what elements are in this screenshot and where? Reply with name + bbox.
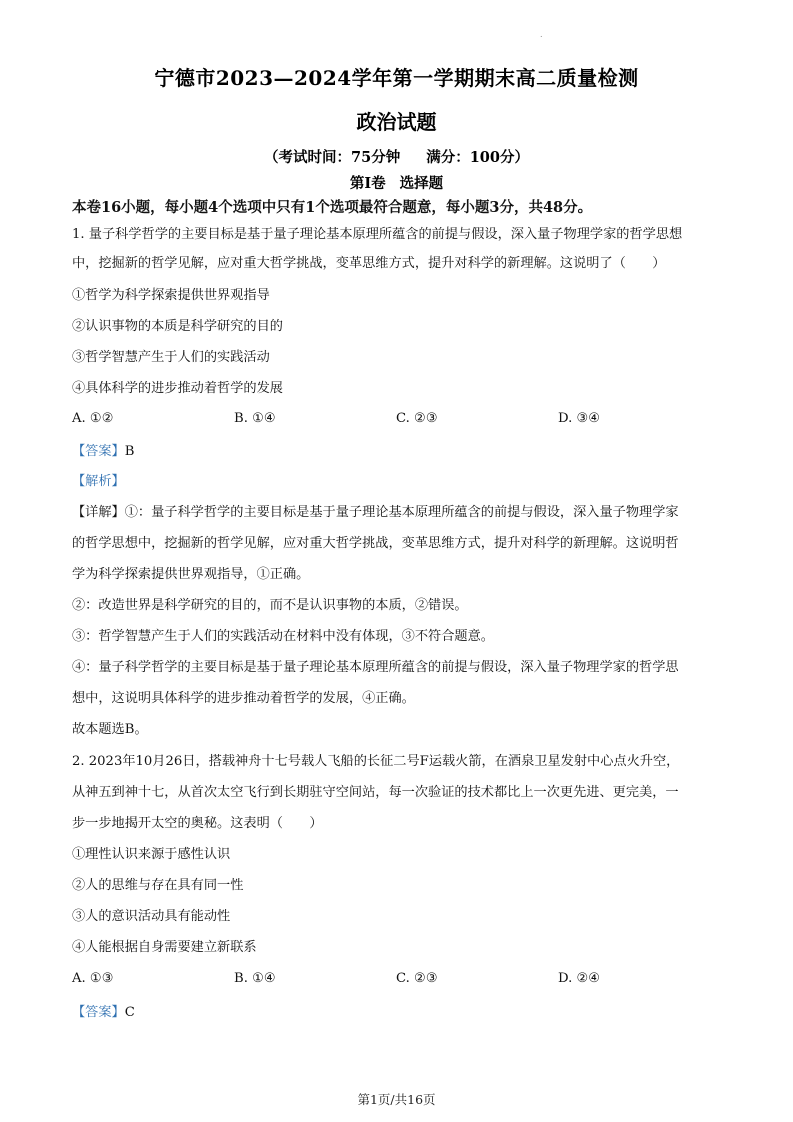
scan-dot: . [540, 30, 543, 39]
q1-option-d: D. ③④ [558, 411, 601, 426]
q2-option-d: D. ②④ [558, 971, 601, 986]
q1-detail-text1: ①：量子科学哲学的主要目标是基于量子理论基本原理所蕴含的前提与假设，深入量子物理学家 [124, 505, 679, 520]
exam-title: 宁德市2023—2024学年第一学期期末高二质量检测 [154, 66, 639, 90]
section-label: 第Ⅰ卷 [349, 175, 386, 192]
section-heading [0, 172, 793, 193]
q1-answer [72, 442, 134, 462]
q1-option-a: A. ①② [72, 411, 114, 426]
q2-stem-line3: 步一步地揭开太空的奥秘。这表明（ ） [72, 816, 323, 831]
q1-stem-line1: 1. 量子科学哲学的主要目标是基于量子理论基本原理所蕴含的前提与假设，深入量子物理学家的哲学思想 [72, 227, 683, 242]
q1-detail-line3: 学为科学探索提供世界观指导，①正确。 [72, 567, 310, 582]
q2-statement-4: ④人能根据自身需要建立新联系 [72, 940, 257, 955]
q2-answer-value: C [124, 1005, 135, 1020]
exam-time: （考试时间：75分钟 [264, 149, 401, 166]
answer-tag: 【答案】 [72, 444, 125, 459]
q1-detail-line4: ②：改造世界是科学研究的目的，而不是认识事物的本质，②错误。 [72, 598, 468, 613]
q1-detail-line1 [72, 503, 679, 523]
q1-analysis [72, 472, 125, 492]
q2-answer [72, 1003, 135, 1023]
q1-detail-line7: 想中，这说明具体科学的进步推动着哲学的发展，④正确。 [72, 691, 415, 706]
q2-statement-2: ②人的思维与存在具有同一性 [72, 878, 244, 893]
page-footer: 第1页/共16页 [357, 1092, 436, 1107]
q1-statement-1: ①哲学为科学探索提供世界观指导 [72, 288, 270, 303]
q1-statement-3: ③哲学智慧产生于人们的实践活动 [72, 350, 270, 365]
q1-option-c: C. ②③ [396, 411, 438, 426]
analysis-tag: 【解析】 [72, 474, 125, 489]
q1-statement-4: ④具体科学的进步推动着哲学的发展 [72, 381, 283, 396]
q1-detail-line6: ④：量子科学哲学的主要目标是基于量子理论基本原理所蕴含的前提与假设，深入量子物理学家的哲学思 [72, 660, 679, 675]
q1-answer-value: B [124, 444, 135, 459]
q1-stem-line2: 中，挖掘新的哲学见解，应对重大哲学挑战，变革思维方式，提升对科学的新理解。这说明了（ ） [72, 256, 666, 271]
section-name: 选择题 [399, 175, 444, 192]
q1-detail-line2: 的哲学思想中，挖掘新的哲学见解，应对重大哲学挑战，变革思维方式，提升对科学的新理解。这说明哲 [72, 536, 679, 551]
detail-tag: 【详解】 [72, 505, 125, 520]
q2-stem-line2: 从神五到神十七，从首次太空飞行到长期驻守空间站，每一次验证的技术都比上一次更先进、更完美，一 [72, 785, 679, 800]
q2-statement-1: ①理性认识来源于感性认识 [72, 847, 231, 862]
q2-stem-line1: 2. 2023年10月26日，搭载神舟十七号载人飞船的长征二号F运载火箭，在酒泉卫星发射中心点火升空， [72, 754, 680, 769]
subject-title: 政治试题 [356, 110, 437, 134]
exam-info [0, 146, 793, 167]
q2-statement-3: ③人的意识活动具有能动性 [72, 909, 231, 924]
q1-statement-2: ②认识事物的本质是科学研究的目的 [72, 319, 283, 334]
q1-option-b: B. ①④ [234, 411, 276, 426]
q2-option-b: B. ①④ [234, 971, 276, 986]
q2-option-c: C. ②③ [396, 971, 438, 986]
q2-option-a: A. ①③ [72, 971, 114, 986]
q1-detail-line5: ③：哲学智慧产生于人们的实践活动在材料中没有体现，③不符合题意。 [72, 629, 494, 644]
full-score: 满分：100分） [426, 149, 529, 166]
section-intro: 本卷16小题，每小题4个选项中只有1个选项最符合题意，每小题3分，共48分。 [72, 199, 593, 216]
answer-tag: 【答案】 [72, 1005, 125, 1020]
q1-conclusion: 故本题选B。 [72, 722, 148, 737]
